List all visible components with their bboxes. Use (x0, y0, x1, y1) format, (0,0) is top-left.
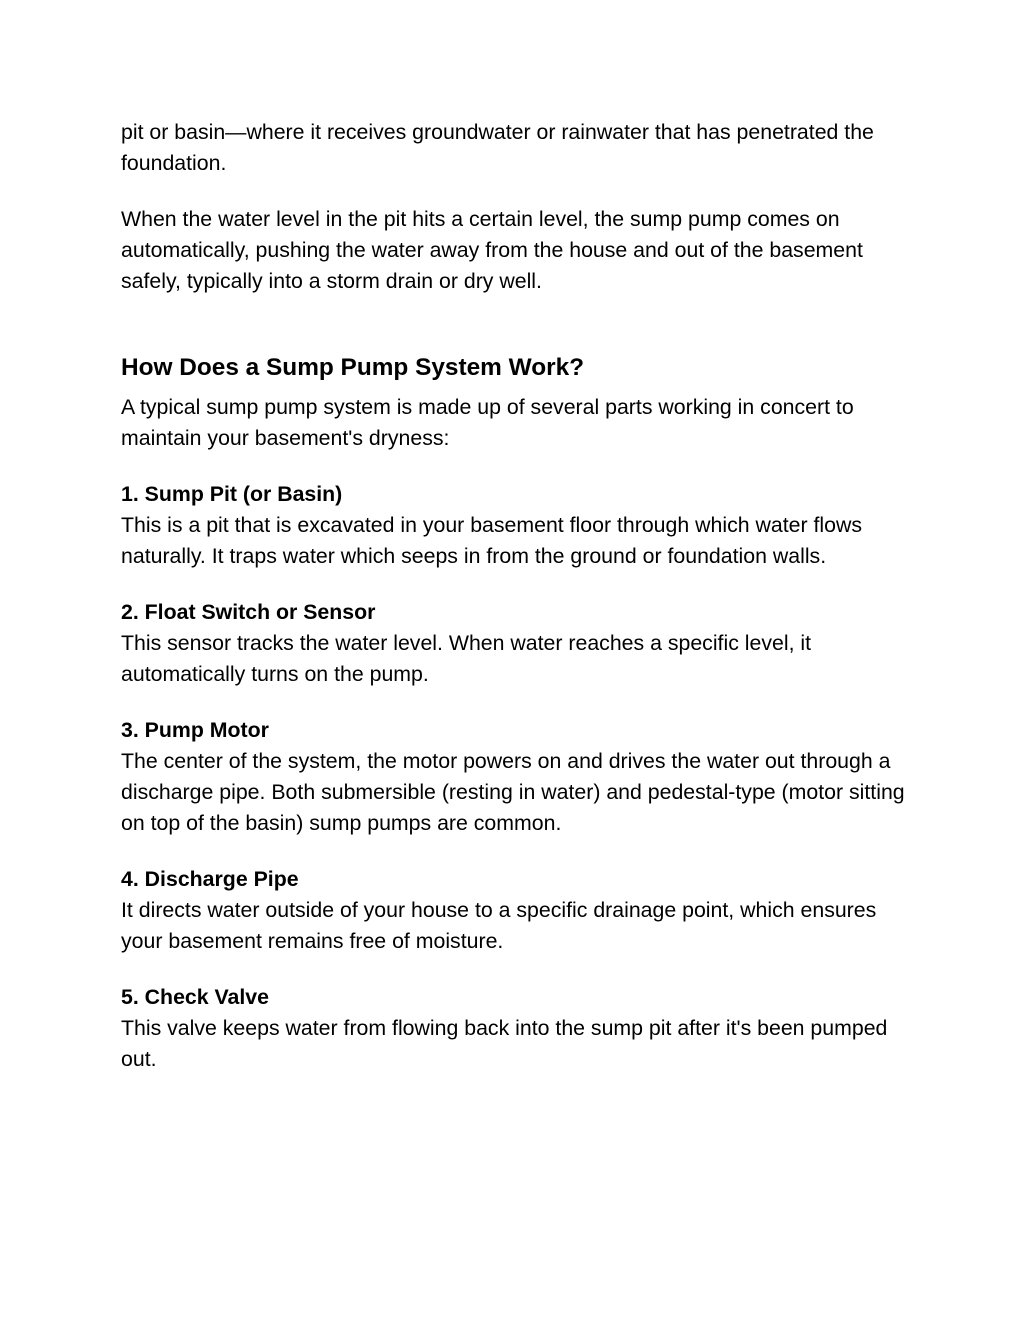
item-body: The center of the system, the motor powers on and drives the water out through a discharge pipe. Both submersible (resting in water) and pedestal-type (motor sitting on top of the basin) sump pumps are common. (121, 749, 905, 835)
item-title: 4. Discharge Pipe (121, 867, 299, 891)
list-item-discharge-pipe (121, 864, 911, 957)
item-title: 3. Pump Motor (121, 718, 269, 742)
item-body: This is a pit that is excavated in your basement floor through which water flows naturally. It traps water which seeps in from the ground or foundation walls. (121, 513, 863, 568)
intro-paragraph-1: pit or basin—where it receives groundwater or rainwater that has penetrated the foundation. (121, 120, 874, 175)
list-item-pump-motor (121, 715, 911, 839)
item-body: This valve keeps water from flowing back into the sump pit after it's been pumped out. (121, 1016, 888, 1071)
item-title: 5. Check Valve (121, 985, 269, 1009)
list-item-sump-pit (121, 479, 911, 572)
list-item-check-valve (121, 982, 911, 1075)
list-item-float-switch (121, 597, 911, 690)
item-title: 2. Float Switch or Sensor (121, 600, 376, 624)
item-body: This sensor tracks the water level. When water reaches a specific level, it automatically turns on the pump. (121, 631, 812, 686)
intro-paragraph-2: When the water level in the pit hits a certain level, the sump pump comes on automatically, pushing the water away from the house and out of the basement safely, typically into a storm drain or dry well. (121, 207, 863, 293)
document-page (121, 117, 911, 1075)
section-heading: How Does a Sump Pump System Work? (121, 354, 585, 381)
item-title: 1. Sump Pit (or Basin) (121, 482, 343, 506)
item-body: It directs water outside of your house to a specific drainage point, which ensures your basement remains free of moisture. (121, 898, 877, 953)
heading-intro-paragraph: A typical sump pump system is made up of several parts working in concert to maintain your basement's dryness: (121, 395, 854, 450)
